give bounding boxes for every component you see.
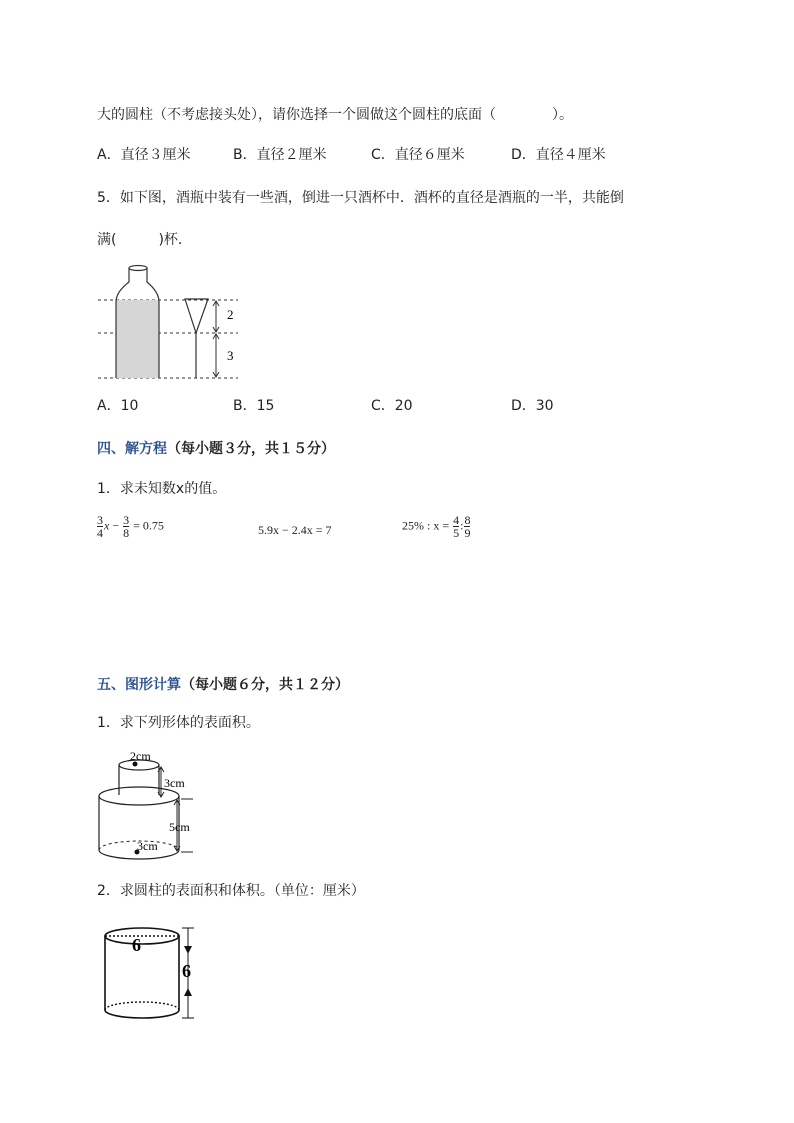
- label-2: 2: [227, 307, 234, 322]
- label-bottom-diameter: 3cm: [137, 839, 158, 853]
- wine-bottle-glass-figure: [95, 262, 245, 384]
- bottle-mouth: [129, 266, 147, 271]
- section4-title: 四、解方程: [97, 441, 167, 457]
- section5-q2: 2．求圆柱的表面积和体积。（单位：厘米）: [97, 883, 365, 899]
- section5-q1: 1．求下列形体的表面积。: [97, 715, 260, 731]
- q5-option-b: B．15: [233, 398, 275, 414]
- fraction-4-5: $\frac{4}{5}$: [453, 513, 460, 540]
- q4-option-a: A．直径３厘米: [97, 147, 191, 163]
- q4-option-c: C．直径６厘米: [371, 147, 465, 163]
- wine-fill: [116, 300, 159, 378]
- large-cylinder-top: [99, 787, 179, 805]
- fraction-3-4: $\frac{3}{4}$: [97, 513, 103, 540]
- fraction-8-9: $\frac{8}{9}$: [464, 513, 471, 540]
- label-top-diameter: 2cm: [130, 749, 151, 763]
- section4-heading: [97, 438, 335, 458]
- q5-stem-line2: 满( )杯．: [97, 232, 192, 248]
- equation-3: 25% : x = $\frac{4}{5}$ : $\frac{8}{9}$: [402, 513, 471, 540]
- q4-stem-line: 大的圆柱（不考虑接头处），请你选择一个圆做这个圆柱的底面（ ）。: [97, 107, 573, 123]
- fraction-3-8: $\frac{3}{8}$: [123, 513, 130, 540]
- equation-2: 5.9x − 2.4x = 7: [258, 523, 332, 537]
- q5-stem-line1: 5．如下图，酒瓶中装有一些酒，倒进一只酒杯中．酒杯的直径是酒瓶的一半，共能倒: [97, 190, 624, 206]
- cylinder-figure: [100, 922, 210, 1028]
- equation-1: $\frac{3}{4}$ x − $\frac{3}{8}$ = 0.75: [97, 513, 164, 540]
- q4-option-d: D．直径４厘米: [511, 147, 606, 163]
- label-3: 3: [227, 348, 234, 363]
- section4-subtitle: （每小题３分，共１５分）: [167, 441, 335, 457]
- section4-q1: 1．求未知数x的值。: [97, 481, 227, 497]
- label-bottom-height: 5cm: [169, 820, 190, 834]
- q5-option-c: C．20: [371, 398, 413, 414]
- label-top-height: 3cm: [164, 776, 185, 790]
- stacked-cylinder-figure: [95, 744, 205, 866]
- wine-glass-cup: [185, 299, 208, 333]
- cylinder-bottom-back: [105, 1002, 179, 1010]
- label-height: 6: [182, 961, 191, 981]
- q4-option-b: B．直径２厘米: [233, 147, 327, 163]
- q5-option-a: A．10: [97, 398, 139, 414]
- q5-option-d: D．30: [511, 398, 554, 414]
- section5-title: 五、图形计算: [97, 677, 181, 693]
- label-diameter: 6: [132, 935, 141, 955]
- section5-heading: [97, 674, 349, 694]
- section5-subtitle: （每小题６分，共１２分）: [181, 677, 349, 693]
